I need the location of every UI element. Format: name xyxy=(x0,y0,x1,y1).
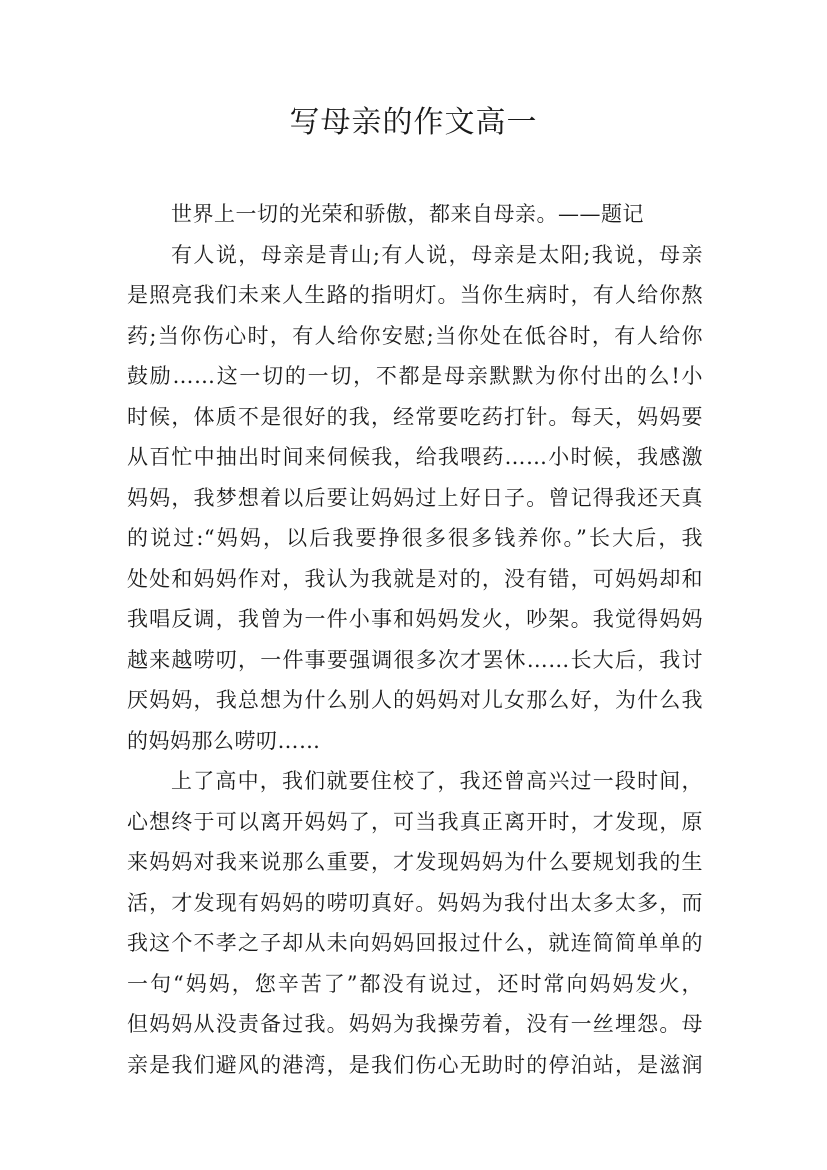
text-line: 但妈妈从没责备过我。妈妈为我操劳着，没有一丝埋怨。母 xyxy=(127,1012,703,1036)
text-line: 亲是我们避风的港湾，是我们伤心无助时的停泊站，是滋润 xyxy=(127,1052,703,1077)
text-line: 世界上一切的光荣和骄傲，都来自母亲。——题记 xyxy=(171,202,644,226)
text-line: 厌妈妈，我总想为什么别人的妈妈对儿女那么好，为什么我 xyxy=(127,688,703,712)
text-line: 妈妈，我梦想着以后要让妈妈过上好日子。曾记得我还天真 xyxy=(127,485,703,510)
text-line: 从百忙中抽出时间来伺候我，给我喂药……小时候，我感激 xyxy=(127,445,703,469)
text-line: 上了高中，我们就要住校了，我还曾高兴过一段时间， xyxy=(171,769,703,793)
text-line: 鼓励……这一切的一切，不都是母亲默默为你付出的么!小 xyxy=(127,364,703,388)
text-line: 的妈妈那么唠叨…… xyxy=(127,728,321,753)
text-line: 心想终于可以离开妈妈了，可当我真正离开时，才发现，原 xyxy=(127,809,703,834)
text-line: 药;当你伤心时，有人给你安慰;当你处在低谷时，有人给你 xyxy=(127,323,703,348)
text-line: 是照亮我们未来人生路的指明灯。当你生病时，有人给你熬 xyxy=(127,283,703,307)
text-line: 一句“妈妈，您辛苦了”都没有说过，还时常向妈妈发火， xyxy=(127,971,703,996)
text-line: 活，才发现有妈妈的唠叨真好。妈妈为我付出太多太多，而 xyxy=(127,890,703,915)
text-line: 有人说，母亲是青山;有人说，母亲是太阳;我说，母亲 xyxy=(171,242,703,267)
document-body xyxy=(127,194,703,1085)
text-line: 越来越唠叨，一件事要强调很多次才罢休……长大后，我讨 xyxy=(127,647,703,672)
text-line: 处处和妈妈作对，我认为我就是对的，没有错，可妈妈却和 xyxy=(127,566,703,591)
text-line: 我这个不孝之子却从未向妈妈回报过什么，就连简简单单的 xyxy=(127,931,703,955)
text-line: 的说过:“妈妈，以后我要挣很多很多钱养你。”长大后，我 xyxy=(127,526,703,550)
document-title: 写母亲的作文高一 xyxy=(289,105,538,140)
text-line: 我唱反调，我曾为一件小事和妈妈发火，吵架。我觉得妈妈 xyxy=(127,607,703,631)
text-line: 来妈妈对我来说那么重要，才发现妈妈为什么要规划我的生 xyxy=(127,850,703,874)
text-line: 时候，体质不是很好的我，经常要吃药打针。每天，妈妈要 xyxy=(127,404,703,429)
